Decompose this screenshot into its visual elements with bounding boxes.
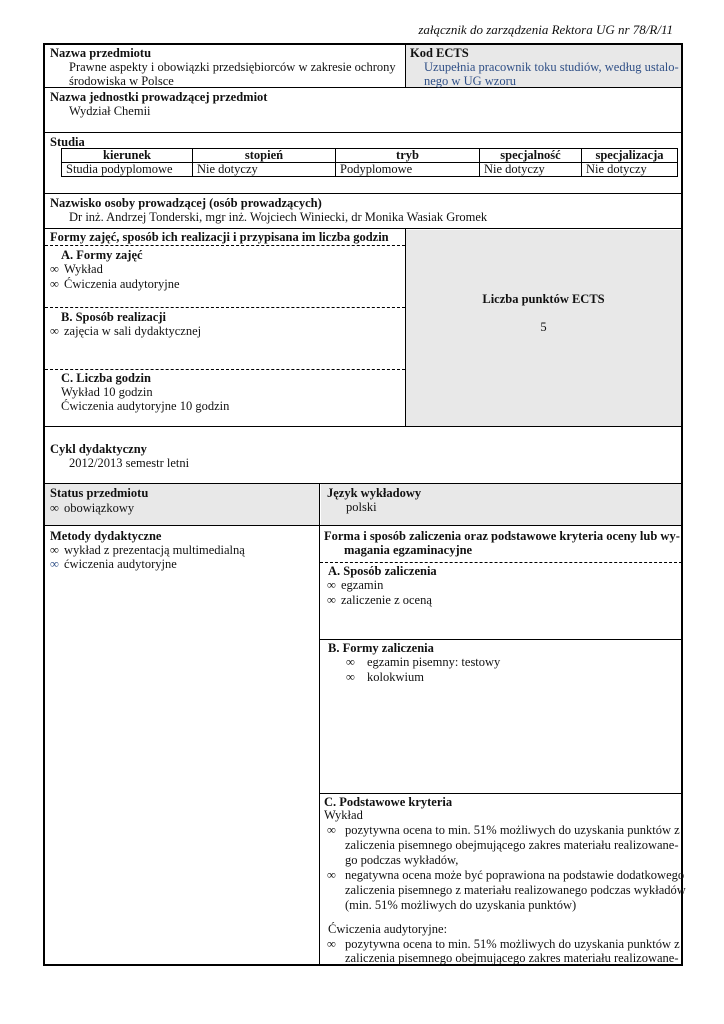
jezyk-label: Język wykładowy bbox=[327, 486, 422, 500]
ects-value: 5 bbox=[540, 320, 547, 334]
zaliczenie-label: Forma i sposób zaliczenia oraz podstawowe kryteria oceny lub wy- bbox=[324, 529, 680, 543]
kod-ects-note: Uzupełnia pracownik toku studiów, według ustalo- bbox=[424, 60, 679, 74]
studia-cell: Studia podyplomowe bbox=[62, 163, 193, 177]
kryterium-line: zaliczenia pisemnego obejmującego zakres materiału realizowane- bbox=[345, 838, 679, 852]
studia-label: Studia bbox=[50, 135, 85, 149]
formy-c-item: Ćwiczenia audytoryjne 10 godzin bbox=[61, 399, 230, 413]
list-item: ∞ egzamin bbox=[327, 578, 384, 592]
zaliczenie-c-sub: Wykład bbox=[324, 808, 363, 822]
status-label: Status przedmiotu bbox=[50, 486, 149, 500]
studia-cell: Nie dotyczy bbox=[480, 163, 582, 177]
studia-header: specjalność bbox=[480, 149, 582, 163]
prowadzacy-value: Dr inż. Andrzej Tonderski, mgr inż. Wojciech Winiecki, dr Monika Wasiak Gromek bbox=[69, 210, 488, 224]
studia-cell: Podyplomowe bbox=[336, 163, 480, 177]
infinity-bullet-icon: ∞ bbox=[50, 501, 59, 515]
przedmiot-value: Prawne aspekty i obowiązki przedsiębiorców w zakresie ochrony bbox=[69, 60, 396, 74]
list-item: ∞ obowiązkowy bbox=[50, 501, 135, 515]
infinity-bullet-icon: ∞ bbox=[327, 823, 336, 837]
kryterium-line: zaliczenia pisemnego obejmującego zakres materiału realizowane- bbox=[345, 951, 679, 965]
infinity-bullet-icon: ∞ bbox=[50, 324, 59, 338]
studia-header: specjalizacja bbox=[582, 149, 678, 163]
formy-a-label: A. Formy zajęć bbox=[61, 248, 143, 262]
list-item: ∞ ćwiczenia audytoryjne bbox=[50, 557, 177, 571]
studia-header-row bbox=[62, 149, 678, 163]
studia-cell: Nie dotyczy bbox=[193, 163, 336, 177]
list-item: ∞ Ćwiczenia audytoryjne bbox=[50, 277, 180, 291]
list-item: ∞ zajęcia w sali dydaktycznej bbox=[50, 324, 202, 338]
list-item: ∞ Wykład bbox=[50, 262, 103, 276]
infinity-bullet-icon: ∞ bbox=[327, 578, 336, 592]
studia-table bbox=[61, 148, 678, 177]
infinity-bullet-icon: ∞ bbox=[327, 868, 336, 882]
infinity-bullet-icon: ∞ bbox=[327, 937, 336, 951]
infinity-bullet-icon: ∞ bbox=[50, 557, 59, 571]
kryterium-line: pozytywna ocena to min. 51% możliwych do uzyskania punktów z bbox=[345, 823, 680, 837]
prowadzacy-label: Nazwisko osoby prowadzącej (osób prowadzących) bbox=[50, 196, 322, 210]
jednostka-value: Wydział Chemii bbox=[69, 104, 151, 118]
zaliczenie-a-label: A. Sposób zaliczenia bbox=[328, 564, 437, 578]
list-item: ∞ kolokwium bbox=[346, 670, 424, 684]
kryterium-line: (min. 51% możliwych do uzyskania punktów) bbox=[345, 898, 577, 912]
infinity-bullet-icon: ∞ bbox=[346, 655, 355, 669]
infinity-bullet-icon: ∞ bbox=[327, 593, 336, 607]
formy-b-label: B. Sposób realizacji bbox=[61, 310, 166, 324]
zaliczenie-c-label: C. Podstawowe kryteria bbox=[324, 795, 453, 809]
list-item: ∞ zaliczenie z oceną bbox=[327, 593, 432, 607]
kryterium-line: zaliczenia pisemnego z materiału realizowanego podczas wykładów bbox=[345, 883, 686, 897]
zaliczenie-label-2: magania egzaminacyjne bbox=[344, 543, 473, 557]
formy-label: Formy zajęć, sposób ich realizacji i przypisana im liczba godzin bbox=[50, 230, 389, 244]
infinity-bullet-icon: ∞ bbox=[50, 262, 59, 276]
list-item: ∞ egzamin pisemny: testowy bbox=[346, 655, 501, 669]
formy-c-label: C. Liczba godzin bbox=[61, 371, 151, 385]
header-note: załącznik do zarządzenia Rektora UG nr 78/R/11 bbox=[418, 22, 673, 37]
studia-header: kierunek bbox=[62, 149, 193, 163]
cykl-value: 2012/2013 semestr letni bbox=[69, 456, 190, 470]
zaliczenie-c-sub: Ćwiczenia audytoryjne: bbox=[328, 922, 448, 936]
ects-label: Liczba punktów ECTS bbox=[482, 292, 605, 306]
studia-header: tryb bbox=[336, 149, 480, 163]
kryterium-line: go podczas wykładów, bbox=[345, 853, 459, 867]
jezyk-value: polski bbox=[346, 500, 377, 514]
kod-ects-note-2: nego w UG wzoru bbox=[424, 74, 516, 88]
cykl-label: Cykl dydaktyczny bbox=[50, 442, 147, 456]
kryterium-line: pozytywna ocena to min. 51% możliwych do uzyskania punktów z bbox=[345, 937, 680, 951]
formy-c-item: Wykład 10 godzin bbox=[61, 385, 153, 399]
infinity-bullet-icon: ∞ bbox=[50, 277, 59, 291]
przedmiot-label: Nazwa przedmiotu bbox=[50, 46, 152, 60]
list-item: ∞ wykład z prezentacją multimedialną bbox=[50, 543, 245, 557]
infinity-bullet-icon: ∞ bbox=[50, 543, 59, 557]
studia-cell: Nie dotyczy bbox=[582, 163, 678, 177]
kryterium-line: negatywna ocena może być poprawiona na podstawie dodatkowego bbox=[345, 868, 685, 882]
studia-header: stopień bbox=[193, 149, 336, 163]
studia-value-row bbox=[62, 163, 678, 177]
infinity-bullet-icon: ∞ bbox=[346, 670, 355, 684]
jednostka-label: Nazwa jednostki prowadzącej przedmiot bbox=[50, 90, 268, 104]
kod-ects-label: Kod ECTS bbox=[410, 46, 469, 60]
metody-label: Metody dydaktyczne bbox=[50, 529, 162, 543]
przedmiot-value-2: środowiska w Polsce bbox=[69, 74, 174, 88]
zaliczenie-b-label: B. Formy zaliczenia bbox=[328, 641, 434, 655]
